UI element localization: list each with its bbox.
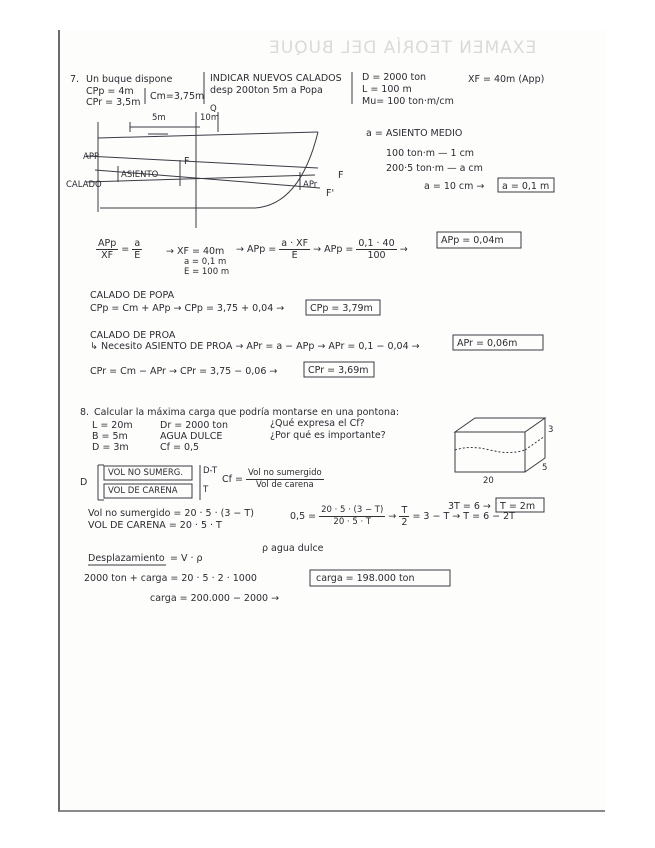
a-answer: a = 0,1 m xyxy=(502,181,550,192)
draft-bow: CPr = 3,5m xyxy=(86,97,141,108)
pontoon-depth: D = 3m xyxy=(92,442,129,453)
trim-moment: Mu= 100 ton·m/cm xyxy=(362,96,454,107)
mean-draft: Cm=3,75m xyxy=(150,91,205,102)
fig-label-app: APP xyxy=(83,152,100,162)
box-height-label: 3 xyxy=(548,425,554,435)
stern-draft-equation: CPp = Cm + APp → CPp = 3,75 + 0,04 → xyxy=(90,303,285,314)
length: L = 100 m xyxy=(362,84,412,95)
app-formula: → APp = $\frac{a \cdot XF}{E}$ → APp = $\frac{0,1 \cdot 40}{100}$ → xyxy=(236,238,408,261)
hull-volume-label: VOL DE CARENA xyxy=(108,486,178,496)
cf-formula: Cf = $\frac{\text{Vol no sumergido}}{\text{Vol de carena}}$ xyxy=(222,468,322,490)
box-length-label: 20 xyxy=(483,476,494,486)
a-definition: a = ASIENTO MEDIO xyxy=(366,128,463,139)
load-solve: carga = 200.000 − 2000 → xyxy=(150,593,280,604)
fig-label-asiento: ASIENTO xyxy=(121,170,159,180)
load-equation: 2000 ton + carga = 20 · 5 · 2 · 1000 xyxy=(84,573,257,584)
task-line-1: INDICAR NUEVOS CALADOS xyxy=(210,73,342,84)
fresh-water: AGUA DULCE xyxy=(160,431,223,442)
xf-value: XF = 40m (App) xyxy=(468,74,545,85)
proportion-equation: $\frac{\text{APp}}{XF}$ = $\frac{a}{E}$ xyxy=(98,238,141,261)
draft-solve: 3T = 6 → xyxy=(448,501,491,512)
pontoon-length: L = 20m xyxy=(92,420,133,431)
fig-label-f: F xyxy=(184,156,190,167)
box-width-label: 5 xyxy=(542,463,548,473)
displacement-formula: = V · ρ xyxy=(170,553,203,564)
unsubmerged-volume: Vol no sumergido = 20 · 5 · (3 − T) xyxy=(88,508,254,519)
rule-line-2: 200·5 ton·m — a cm xyxy=(386,163,483,174)
bracket-t: T xyxy=(203,485,209,495)
xf-given: → XF = 40m xyxy=(166,246,225,257)
app-answer: APp = 0,04m xyxy=(441,235,504,246)
stern-draft-title: CALADO DE POPA xyxy=(90,290,175,301)
displacement-label: Desplazamiento xyxy=(88,553,165,564)
bracket-d-t: D-T xyxy=(203,466,218,476)
problem-number-8: 8. xyxy=(80,407,90,418)
rule-line-1: 100 ton·m — 1 cm xyxy=(386,148,475,159)
pontoon-displacement: Dr = 2000 ton xyxy=(160,420,228,431)
draft-stern: CPp = 4m xyxy=(86,86,134,97)
a-given: a = 0,1 m xyxy=(184,257,227,267)
problem-7-intro: Un buque dispone xyxy=(86,74,173,85)
fig-label-f-right: F xyxy=(338,170,344,181)
bow-draft-answer: CPr = 3,69m xyxy=(308,365,369,376)
problem-8-intro: Calcular la máxima carga que podría montarse en una pontona: xyxy=(94,407,400,418)
unsubmerged-volume-label: VOL NO SUMERG. xyxy=(108,468,184,478)
fig-label-apr: APr xyxy=(303,180,318,190)
bleed-through-title: EXAMEN TEORÍA DEL BUQUE xyxy=(268,38,537,58)
ratio-equation: 0,5 = $\frac{20 \cdot 5 \cdot (3 - T)}{20 \cdot 5 \cdot T}$ → $\frac{T}{2}$ = 3 − T → T = 6 − 2T xyxy=(290,505,515,528)
bow-trim-answer: APr = 0,06m xyxy=(457,338,518,349)
draft-answer: T = 2m xyxy=(500,501,536,512)
task-line-2: desp 200ton 5m a Popa xyxy=(210,85,323,96)
pontoon-beam: B = 5m xyxy=(92,431,128,442)
a-result: a = 10 cm → xyxy=(424,181,485,192)
problem-number-7: 7. xyxy=(70,74,80,85)
stern-draft-answer: CPp = 3,79m xyxy=(310,303,373,314)
fig-label-q: Q xyxy=(210,104,217,114)
bracket-d: D xyxy=(80,477,88,488)
load-answer: carga = 198.000 ton xyxy=(316,573,415,584)
fig-label-f-prime: F' xyxy=(326,188,335,199)
pontoon-box-drawing xyxy=(455,418,548,473)
fresh-water-density-note: ρ agua dulce xyxy=(262,543,324,554)
bow-draft-title: CALADO DE PROA xyxy=(90,330,176,341)
question-2: ¿Por qué es importante? xyxy=(270,430,386,441)
cf-value: Cf = 0,5 xyxy=(160,442,200,453)
bow-draft-equation: CPr = Cm − APr → CPr = 3,75 − 0,06 → xyxy=(90,366,278,377)
fig-label-10m: 10m xyxy=(200,113,220,123)
bow-trim-line: ↳ Necesito ASIENTO DE PROA → APr = a − APp → APr = 0,1 − 0,04 → xyxy=(90,341,420,352)
hull-volume: VOL DE CARENA = 20 · 5 · T xyxy=(88,520,222,531)
question-1: ¿Qué expresa el Cf? xyxy=(270,418,365,429)
fig-label-calado: CALADO xyxy=(66,180,102,190)
displacement: D = 2000 ton xyxy=(362,72,427,83)
fig-label-5m: 5m xyxy=(152,113,166,123)
e-given: E = 100 m xyxy=(184,267,230,277)
